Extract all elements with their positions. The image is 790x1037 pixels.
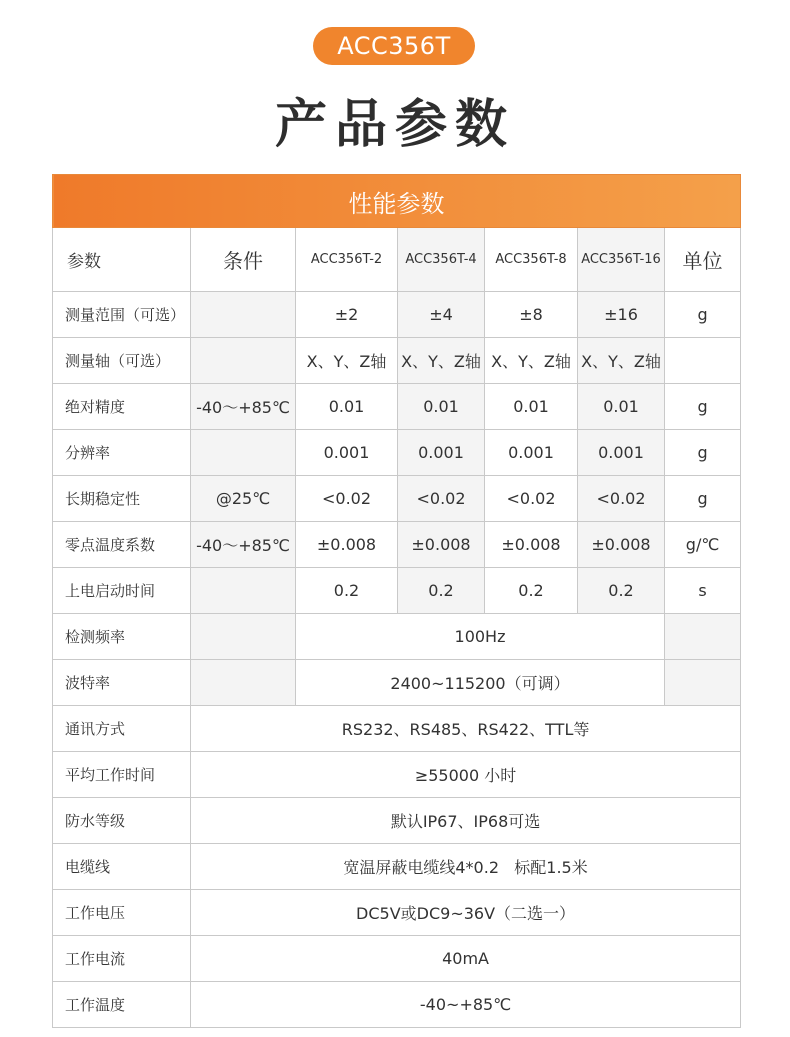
- row-value: 0.2: [578, 568, 665, 614]
- row-label: 波特率: [53, 660, 191, 706]
- row-value: 0.01: [485, 384, 578, 430]
- page-title: 产品参数: [274, 94, 515, 155]
- row-value: 2400~115200（可调）: [296, 660, 665, 706]
- row-value: DC5V或DC9~36V（二选一）: [191, 890, 741, 936]
- model-badge: ACC356T: [313, 27, 475, 65]
- row-label: 绝对精度: [53, 384, 191, 430]
- row-label: 工作温度: [53, 982, 191, 1028]
- row-label: 通讯方式: [53, 706, 191, 752]
- row-condition: [191, 660, 296, 706]
- row-condition: @25℃: [191, 476, 296, 522]
- row-value: ±0.008: [485, 522, 578, 568]
- row-value: <0.02: [485, 476, 578, 522]
- column-header-param: 参数: [53, 228, 191, 292]
- row-label: 工作电流: [53, 936, 191, 982]
- column-header-condition: 条件: [191, 228, 296, 292]
- row-condition: [191, 338, 296, 384]
- row-unit: g: [665, 384, 741, 430]
- row-value: 宽温屏蔽电缆线4*0.2 标配1.5米: [191, 844, 741, 890]
- table-row: [53, 706, 741, 752]
- row-label: 工作电压: [53, 890, 191, 936]
- row-value: 0.2: [296, 568, 398, 614]
- row-unit: [665, 338, 741, 384]
- row-value: 0.01: [578, 384, 665, 430]
- row-value: X、Y、Z轴: [296, 338, 398, 384]
- row-value: ±0.008: [578, 522, 665, 568]
- row-value: 0.2: [485, 568, 578, 614]
- row-value: 默认IP67、IP68可选: [191, 798, 741, 844]
- column-header-row: [53, 228, 741, 292]
- row-value: 0.01: [296, 384, 398, 430]
- row-value: ±4: [398, 292, 485, 338]
- row-label: 平均工作时间: [53, 752, 191, 798]
- section-title: 性能参数: [53, 175, 741, 228]
- table-row: [53, 614, 741, 660]
- row-value: X、Y、Z轴: [485, 338, 578, 384]
- row-label: 测量范围（可选）: [53, 292, 191, 338]
- row-value: X、Y、Z轴: [578, 338, 665, 384]
- table-row: [53, 752, 741, 798]
- row-label: 电缆线: [53, 844, 191, 890]
- table-row: [53, 338, 741, 384]
- row-value: 0.001: [485, 430, 578, 476]
- row-value: ±2: [296, 292, 398, 338]
- table-row: [53, 890, 741, 936]
- row-label: 防水等级: [53, 798, 191, 844]
- table-row: [53, 292, 741, 338]
- row-unit: [665, 614, 741, 660]
- row-condition: [191, 430, 296, 476]
- row-unit: g/℃: [665, 522, 741, 568]
- table-row: [53, 568, 741, 614]
- table-row: [53, 844, 741, 890]
- row-label: 检测频率: [53, 614, 191, 660]
- row-value: -40~+85℃: [191, 982, 741, 1028]
- row-value: 40mA: [191, 936, 741, 982]
- row-label: 分辨率: [53, 430, 191, 476]
- table-row: [53, 384, 741, 430]
- table-row: [53, 522, 741, 568]
- row-value: 0.2: [398, 568, 485, 614]
- row-value: X、Y、Z轴: [398, 338, 485, 384]
- table-row: [53, 936, 741, 982]
- row-label: 上电启动时间: [53, 568, 191, 614]
- column-header-model: ACC356T-8: [485, 228, 578, 292]
- column-header-model: ACC356T-16: [578, 228, 665, 292]
- row-label: 长期稳定性: [53, 476, 191, 522]
- row-value: ±16: [578, 292, 665, 338]
- row-unit: g: [665, 430, 741, 476]
- row-value: ≥55000 小时: [191, 752, 741, 798]
- row-value: <0.02: [296, 476, 398, 522]
- row-value: ±0.008: [296, 522, 398, 568]
- row-value: 0.001: [398, 430, 485, 476]
- row-value: <0.02: [578, 476, 665, 522]
- row-label: 零点温度系数: [53, 522, 191, 568]
- row-value: 100Hz: [296, 614, 665, 660]
- row-unit: g: [665, 476, 741, 522]
- table-row: [53, 798, 741, 844]
- row-value: ±0.008: [398, 522, 485, 568]
- row-unit: s: [665, 568, 741, 614]
- row-value: 0.01: [398, 384, 485, 430]
- table-row: [53, 982, 741, 1028]
- row-unit: g: [665, 292, 741, 338]
- row-value: RS232、RS485、RS422、TTL等: [191, 706, 741, 752]
- table-row: [53, 660, 741, 706]
- row-value: 0.001: [296, 430, 398, 476]
- table-section-header: [53, 175, 741, 228]
- row-condition: [191, 292, 296, 338]
- spec-table: [52, 174, 741, 1028]
- row-condition: [191, 614, 296, 660]
- column-header-model: ACC356T-2: [296, 228, 398, 292]
- row-value: ±8: [485, 292, 578, 338]
- table-row: [53, 476, 741, 522]
- row-label: 测量轴（可选）: [53, 338, 191, 384]
- column-header-unit: 单位: [665, 228, 741, 292]
- row-value: <0.02: [398, 476, 485, 522]
- column-header-model: ACC356T-4: [398, 228, 485, 292]
- row-condition: [191, 568, 296, 614]
- row-condition: -40～+85℃: [191, 522, 296, 568]
- row-unit: [665, 660, 741, 706]
- row-value: 0.001: [578, 430, 665, 476]
- table-row: [53, 430, 741, 476]
- row-condition: -40～+85℃: [191, 384, 296, 430]
